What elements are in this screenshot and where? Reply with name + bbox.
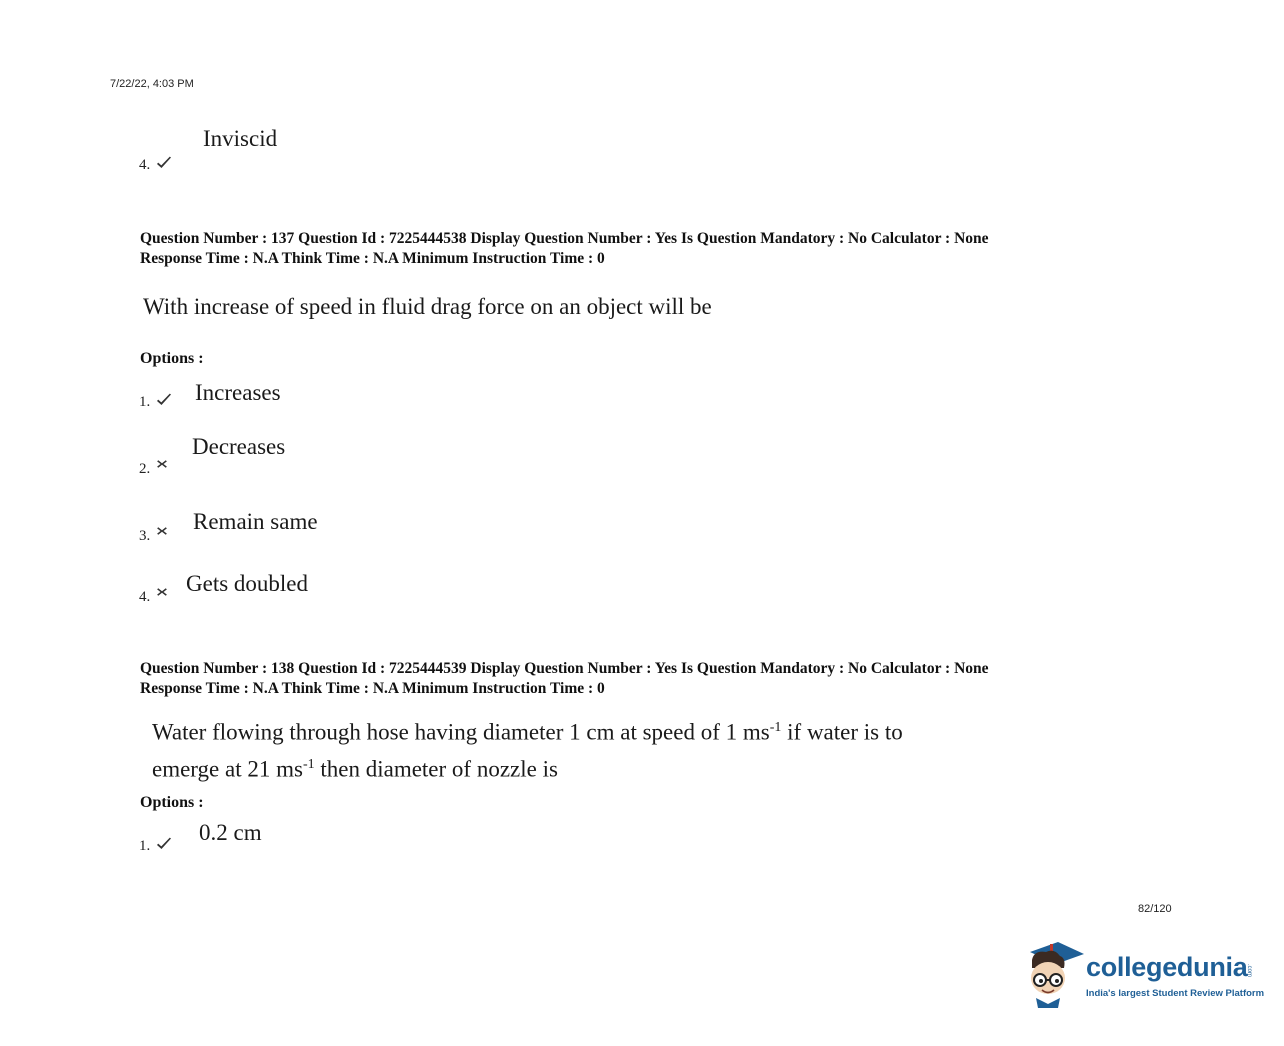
check-icon <box>156 393 172 407</box>
option-number: 2. <box>139 461 151 477</box>
q138-question-line1: Water flowing through hose having diameter 1 cm at speed of 1 $ms^{-1}$ if water is to <box>152 719 903 745</box>
q137-option-4-text: Gets doubled <box>186 571 309 596</box>
q138-question-text <box>152 712 903 785</box>
logo-com: .com <box>1246 964 1252 978</box>
q137-option-1-number <box>139 393 172 411</box>
prev-option-4-number <box>139 156 172 174</box>
option-number: 1. <box>139 838 151 854</box>
prev-option-4-text: Inviscid <box>203 126 278 151</box>
cross-icon <box>156 586 168 598</box>
q138-options-label: Options : <box>140 794 204 811</box>
q138-question-line2: emerge at 21 $ms^{-1}$ then diameter of nozzle is <box>152 756 558 782</box>
q137-question-text: With increase of speed in fluid drag force on an object will be <box>143 294 712 319</box>
option-number: 1. <box>139 394 151 410</box>
logo-wordmark: collegedunia <box>1086 952 1248 982</box>
option-number: 3. <box>139 528 151 544</box>
q137-meta-line1: Question Number : 137 Question Id : 7225444538 Display Question Number : Yes Is Question Mandatory : No Calculator : None <box>140 230 989 247</box>
logo-tagline: India's largest Student Review Platform <box>1086 988 1265 999</box>
q138-option-1-number <box>139 837 172 855</box>
cross-icon <box>156 458 168 470</box>
q138-meta-line2: Response Time : N.A Think Time : N.A Minimum Instruction Time : 0 <box>140 679 605 697</box>
q137-option-1-text: Increases <box>195 380 281 405</box>
q137-meta <box>140 229 989 268</box>
q137-option-2-number <box>139 458 168 478</box>
option-number: 4. <box>139 589 151 605</box>
check-icon <box>156 156 172 170</box>
q137-option-4-number <box>139 586 168 606</box>
q137-meta-line2: Response Time : N.A Think Time : N.A Minimum Instruction Time : 0 <box>140 249 605 267</box>
option-number: 4. <box>139 157 151 173</box>
page-number: 82/120 <box>1138 903 1172 915</box>
q138-meta <box>140 659 989 698</box>
check-icon <box>156 837 172 851</box>
q138-option-1-text: 0.2 cm <box>199 820 262 845</box>
q137-option-2-text: Decreases <box>192 434 286 459</box>
cross-icon <box>156 525 168 537</box>
q137-options-label: Options : <box>140 350 204 367</box>
q137-option-3-number <box>139 525 168 545</box>
collegedunia-logo <box>1024 938 1265 1010</box>
q137-option-3-text: Remain same <box>193 509 318 534</box>
print-timestamp: 7/22/22, 4:03 PM <box>110 78 194 90</box>
q138-meta-line1: Question Number : 138 Question Id : 7225444539 Display Question Number : Yes Is Question Mandatory : No Calculator : None <box>140 660 989 677</box>
mascot-icon <box>1024 938 1086 1010</box>
